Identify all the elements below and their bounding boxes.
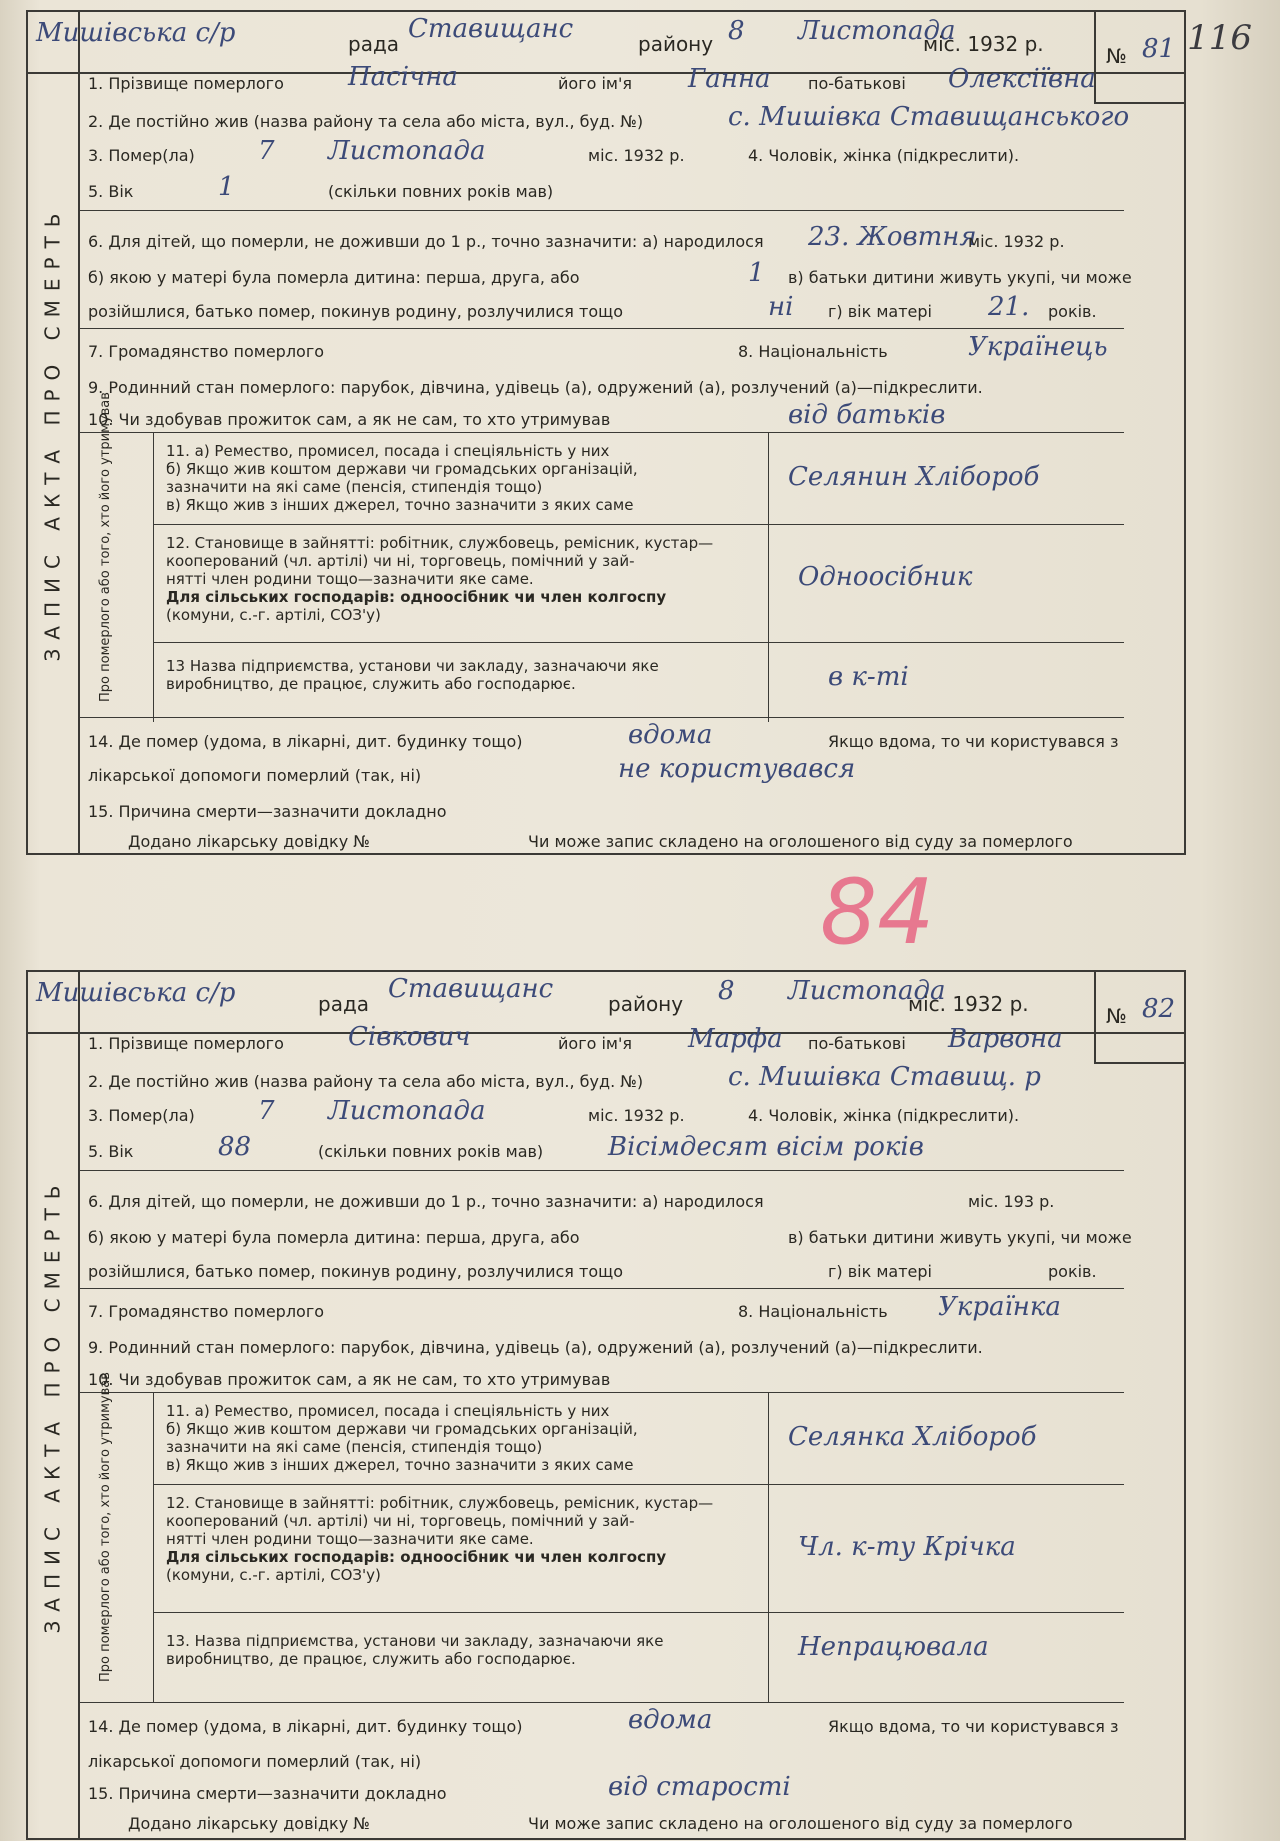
q3-row xyxy=(88,1096,1114,1126)
year-label: міс. 1932 р. xyxy=(908,992,1029,1016)
certificate-label: Додано лікарську довідку № xyxy=(128,1814,370,1833)
age-in-words: Вісімдесят вісім років xyxy=(608,1132,924,1162)
q7-label: 7. Громадянство померлого xyxy=(88,1302,325,1321)
cause-of-death: від старості xyxy=(608,1772,791,1802)
q13-text: 13 Назва підприємства, установи чи закладу, зазначаючи яке виробництво, де працює, служить або господарює. xyxy=(166,657,659,693)
record-number: 81 xyxy=(1142,34,1176,64)
district-label: району xyxy=(608,992,684,1016)
q5-label: 5. Вік xyxy=(88,1142,134,1161)
residence: с. Мишівка Ставищанського xyxy=(728,102,1130,132)
q12-text: 12. Становище в зайнятті: робітник, службовець, ремісник, кустар— кооперований (чл. артілі) чи ні, торговець, помічний у зай- нятті член родини тощо—зазначити яке саме. Для сільських господарів: одноосібник чи член колгоспу (комуни, с.-г. артілі, СОЗ'у) xyxy=(166,1494,714,1584)
council-name: Мишівська с/р xyxy=(36,978,236,1008)
q2-row xyxy=(88,1062,1114,1092)
q3-row xyxy=(88,136,1114,166)
q6-row-3 xyxy=(88,292,1114,322)
patronymic-label: по-батькові xyxy=(808,74,906,93)
q6v-label: в) батьки дитини живуть укупі, чи може xyxy=(788,268,1132,287)
workplace: в к-ті xyxy=(828,662,909,692)
divider xyxy=(78,328,1124,329)
q15-label: 15. Причина смерти—зазначити докладно xyxy=(88,802,447,821)
answer-column-border xyxy=(768,432,769,722)
divider xyxy=(78,1170,1124,1171)
patronymic-label: по-батькові xyxy=(808,1034,906,1053)
q4-label: 4. Чоловік, жінка (підкреслити). xyxy=(748,146,1020,165)
q7-label: 7. Громадянство померлого xyxy=(88,342,325,361)
surname: Пасічна xyxy=(348,62,458,92)
q10-row xyxy=(88,1370,1114,1389)
q7-row xyxy=(88,1292,1114,1322)
district-name: Ставищанс xyxy=(408,14,574,44)
q14-label: 14. Де помер (удома, в лікарні, дит. будинку тощо) xyxy=(88,732,523,751)
district-name: Ставищанс xyxy=(388,974,554,1004)
given-name: Марфа xyxy=(688,1024,783,1054)
subsection-title: Про померлого або того, хто його утримував xyxy=(98,392,113,702)
q1-label: 1. Прізвище померлого xyxy=(88,74,284,93)
q14-row-2 xyxy=(88,1752,1114,1771)
q8-label: 8. Національність xyxy=(738,1302,888,1321)
nationality: Українець xyxy=(968,332,1108,362)
death-month: Листопада xyxy=(328,1096,486,1126)
q5-row xyxy=(88,1132,1114,1162)
divider xyxy=(153,642,1124,643)
q15-row xyxy=(88,1772,1114,1803)
q10-row xyxy=(88,400,1114,430)
supported-by: від батьків xyxy=(788,400,946,430)
record-side-title: ЗАПИС АКТА ПРО СМЕРТЬ xyxy=(28,12,80,853)
divider xyxy=(78,210,1124,211)
q9-label: 9. Родинний стан померлого: парубок, дівчина, удівець (а), одружений (а), розлучений (а)—підкреслити. xyxy=(88,378,983,397)
date-month: Листопада xyxy=(798,16,956,46)
divider xyxy=(153,1484,1124,1485)
patronymic: Олексіївна xyxy=(948,64,1096,94)
q6-label: 6. Для дітей, що померли, не доживши до 1 р., точно зазначити: а) народилося xyxy=(88,232,764,251)
q3-label: 3. Помер(ла) xyxy=(88,1106,195,1125)
q14-tail: Якщо вдома, то чи користувався з xyxy=(828,732,1119,751)
mother-age: 21. xyxy=(988,292,1030,322)
occupation: Селянин Хлібороб xyxy=(788,462,1040,492)
birth-year-label: міс. 193 р. xyxy=(968,1192,1055,1211)
q6-row-2 xyxy=(88,1228,1132,1247)
q13-text: 13. Назва підприємства, установи чи закладу, зазначаючи яке виробництво, де працює, служить або господарює. xyxy=(166,1632,664,1668)
q1-label: 1. Прізвище померлого xyxy=(88,1034,284,1053)
age: 1 xyxy=(218,172,235,202)
name-label: його ім'я xyxy=(558,74,633,93)
q14-row-2 xyxy=(88,754,1114,785)
q9-row xyxy=(88,378,1114,397)
q6b-label: б) якою у матері була померла дитина: перша, друга, або xyxy=(88,1228,580,1247)
q9-label: 9. Родинний стан померлого: парубок, дівчина, удівець (а), одружений (а), розлучений (а)—підкреслити. xyxy=(88,1338,983,1357)
district-label: району xyxy=(638,32,714,56)
q10-label: 10. Чи здобував прожиток сам, а як не сам, то хто утримував xyxy=(88,410,611,429)
answer-column-border xyxy=(768,1392,769,1702)
death-day: 7 xyxy=(258,1096,275,1126)
residence: с. Мишівка Ставищ. р xyxy=(728,1062,1041,1092)
q6v2-label: розійшлися, батько помер, покинув родину, розлучилися тощо xyxy=(88,1262,623,1281)
q6-row-1 xyxy=(88,222,1114,252)
year-label: міс. 1932 р. xyxy=(923,32,1044,56)
q6-row-1 xyxy=(88,1192,1114,1211)
q14-label: 14. Де помер (удома, в лікарні, дит. будинку тощо) xyxy=(88,1717,523,1736)
q5-label: 5. Вік xyxy=(88,182,134,201)
given-name: Ганна xyxy=(688,64,771,94)
q10-label: 10. Чи здобував прожиток сам, а як не сам, то хто утримував xyxy=(88,1370,611,1389)
subsection-title: Про померлого або того, хто його утримував xyxy=(98,1372,113,1682)
number-label: № xyxy=(1106,44,1127,68)
nationality: Українка xyxy=(938,1292,1061,1322)
court-note: Чи може запис складено на оголошеного від суду за померлого xyxy=(528,1814,1073,1833)
divider xyxy=(78,1392,1124,1393)
q2-label: 2. Де постійно жив (назва району та села або міста, вул., буд. №) xyxy=(88,112,644,131)
age-note: (скільки повних років мав) xyxy=(328,182,554,201)
q3-label: 3. Помер(ла) xyxy=(88,146,195,165)
q8-label: 8. Національність xyxy=(738,342,888,361)
q2-row xyxy=(88,102,1130,132)
divider xyxy=(78,717,1124,718)
q15-label: 15. Причина смерти—зазначити докладно xyxy=(88,1784,447,1803)
subsection-border xyxy=(153,432,154,722)
medical-help: не користувався xyxy=(618,754,856,784)
birth-year-label: міс. 1932 р. xyxy=(968,232,1065,251)
rada-label: рада xyxy=(348,32,400,56)
number-label: № xyxy=(1106,1004,1127,1028)
death-record-2 xyxy=(26,970,1186,1840)
date-day: 8 xyxy=(718,976,735,1006)
q12-text: 12. Становище в зайнятті: робітник, службовець, ремісник, кустар— кооперований (чл. артілі) чи ні, торговець, помічний у зай- нятті член родини тощо—зазначити яке саме. Для сільських господарів: одноосібник чи член колгоспу (комуни, с.-г. артілі, СОЗ'у) xyxy=(166,534,714,624)
death-place: вдома xyxy=(628,1705,713,1735)
q14-row xyxy=(88,1705,1119,1736)
divider xyxy=(153,524,1124,525)
death-month: Листопада xyxy=(328,136,486,166)
q11-text: 11. а) Ремество, промисел, посада і спеціяльність у них б) Якщо жив коштом держави чи громадських організацій, зазначити на які саме (пенсія, стипендія тощо) в) Якщо жив з інших джерел, точно зазначити з яких саме xyxy=(166,442,638,514)
q2-label: 2. Де постійно жив (назва району та села або міста, вул., буд. №) xyxy=(88,1072,644,1091)
record-side-title: ЗАПИС АКТА ПРО СМЕРТЬ xyxy=(28,972,80,1838)
q6-label: 6. Для дітей, що померли, не доживши до 1 р., точно зазначити: а) народилося xyxy=(88,1192,764,1211)
mother-age-label: г) вік матері xyxy=(828,1262,932,1281)
workplace: Непрацювала xyxy=(798,1632,989,1662)
q5-row xyxy=(88,172,1114,202)
council-name: Мишівська с/р xyxy=(36,18,236,48)
q1-row xyxy=(88,62,1114,94)
birth-date: 23. Жовтня xyxy=(808,222,977,252)
years-label: років. xyxy=(1048,302,1097,321)
medical-help-label: лікарської допомоги померлий (так, ні) xyxy=(88,766,422,785)
page-number: 116 xyxy=(1187,18,1252,58)
occupation: Селянка Хлібороб xyxy=(788,1422,1037,1452)
q14-tail: Якщо вдома, то чи користувався з xyxy=(828,1717,1119,1736)
q6b-label: б) якою у матері була померла дитина: перша, друга, або xyxy=(88,268,580,287)
q11-text: 11. а) Ремество, промисел, посада і спеціяльність у них б) Якщо жив коштом держави чи громадських організацій, зазначити на які саме (пенсія, стипендія тощо) в) Якщо жив з інших джерел, точно зазначити з яких саме xyxy=(166,1402,638,1474)
child-order: 1 xyxy=(748,258,765,288)
q9-row xyxy=(88,1338,1114,1357)
date-month: Листопада xyxy=(788,976,946,1006)
mother-age-label: г) вік матері xyxy=(828,302,932,321)
patronymic: Варвона xyxy=(948,1024,1063,1054)
q6-row-2 xyxy=(88,258,1132,288)
q7-row xyxy=(88,332,1114,362)
years-label: років. xyxy=(1048,1262,1097,1281)
parents-status: ні xyxy=(768,292,794,322)
employment-status: Одноосібник xyxy=(798,562,973,592)
age-note: (скільки повних років мав) xyxy=(318,1142,544,1161)
q6v-label: в) батьки дитини живуть укупі, чи може xyxy=(788,1228,1132,1247)
death-year-label: міс. 1932 р. xyxy=(588,146,685,165)
court-note: Чи може запис складено на оголошеного від суду за померлого xyxy=(528,832,1073,851)
record-number: 82 xyxy=(1142,994,1176,1024)
date-day: 8 xyxy=(728,16,745,46)
death-place: вдома xyxy=(628,720,713,750)
divider xyxy=(153,1612,1124,1613)
q6v2-label: розійшлися, батько помер, покинув родину, розлучилися тощо xyxy=(88,302,623,321)
red-page-stamp: 84 xyxy=(820,860,935,965)
certificate-label: Додано лікарську довідку № xyxy=(128,832,370,851)
employment-status: Чл. к-ту Крічка xyxy=(798,1532,1016,1562)
name-label: його ім'я xyxy=(558,1034,633,1053)
divider xyxy=(78,1702,1124,1703)
death-year-label: міс. 1932 р. xyxy=(588,1106,685,1125)
age: 88 xyxy=(218,1132,252,1162)
medical-help-label: лікарської допомоги померлий (так, ні) xyxy=(88,1752,422,1771)
q14-row xyxy=(88,720,1119,751)
q1-row xyxy=(88,1022,1114,1054)
q15-row xyxy=(88,802,1114,821)
death-day: 7 xyxy=(258,136,275,166)
divider xyxy=(78,432,1124,433)
subsection-border xyxy=(153,1392,154,1702)
q4-label: 4. Чоловік, жінка (підкреслити). xyxy=(748,1106,1020,1125)
rada-label: рада xyxy=(318,992,370,1016)
surname: Сівкович xyxy=(348,1022,471,1052)
q6-row-3 xyxy=(88,1262,1114,1281)
death-record-1 xyxy=(26,10,1186,855)
divider xyxy=(78,1288,1124,1289)
